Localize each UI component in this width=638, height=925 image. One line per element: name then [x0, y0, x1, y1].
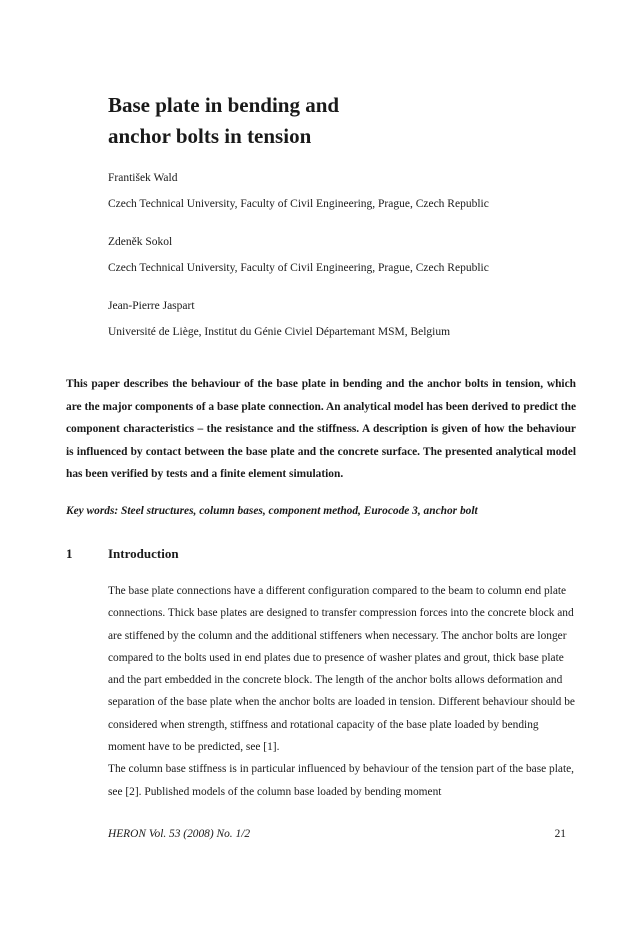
- section-heading: [66, 545, 179, 563]
- body-paragraph-1: The base plate connections have a different configuration compared to the beam to column end plate connections. Thick base plates are designed to transfer compression forces into the concrete block and are stiffened by the column and the additional stiffeners when necessary. The anchor bolts are longer compared to the bolts used in end plates due to presence of washer plates and grout, thick base plate and the part embedded in the concrete block. The length of the anchor bolts allows deformation and separation of the base plate when the anchor bolts are loaded in tension. Different behaviour should be considered when strength, stiffness and rotational capacity of the base plate loaded by bending moment have to be predicted, see [1].: [108, 585, 575, 754]
- title-line-2: anchor bolts in tension: [108, 124, 312, 148]
- keywords: Key words: Steel structures, column bases, component method, Eurocode 3, anchor bolt: [66, 505, 478, 517]
- body-paragraph-2: The column base stiffness is in particular influenced by behaviour of the tension part of the base plate, see [2]. Published models of the column base loaded by bending moment: [108, 763, 575, 798]
- author-affiliation: Université de Liège, Institut du Génie Civiel Départemant MSM, Belgium: [108, 326, 451, 338]
- paper-title: [108, 90, 568, 152]
- author-block-1: [108, 170, 489, 212]
- section-number: 1: [66, 546, 73, 561]
- author-block-3: [108, 298, 450, 340]
- author-name: Zdeněk Sokol: [108, 236, 173, 248]
- author-name: František Wald: [108, 172, 178, 184]
- body-text: [108, 580, 578, 803]
- page-number: 21: [554, 828, 566, 840]
- section-title: Introduction: [108, 546, 179, 561]
- abstract: This paper describes the behaviour of the base plate in bending and the anchor bolts in tension, which are the major components of a base plate connection. An analytical model has been derived to predict the component characteristics – the resistance and the stiffness. A description is given of how the behaviour is influenced by contact between the base plate and the concrete surface. The presented analytical model has been verified by tests and a finite element simulation.: [66, 378, 576, 481]
- title-line-1: Base plate in bending and: [108, 93, 340, 117]
- author-block-2: [108, 234, 489, 276]
- page-footer: [108, 826, 566, 842]
- author-affiliation: Czech Technical University, Faculty of Civil Engineering, Prague, Czech Republic: [108, 262, 489, 274]
- author-affiliation: Czech Technical University, Faculty of Civil Engineering, Prague, Czech Republic: [108, 198, 489, 210]
- journal-citation: HERON Vol. 53 (2008) No. 1/2: [108, 828, 251, 840]
- author-name: Jean-Pierre Jaspart: [108, 300, 195, 312]
